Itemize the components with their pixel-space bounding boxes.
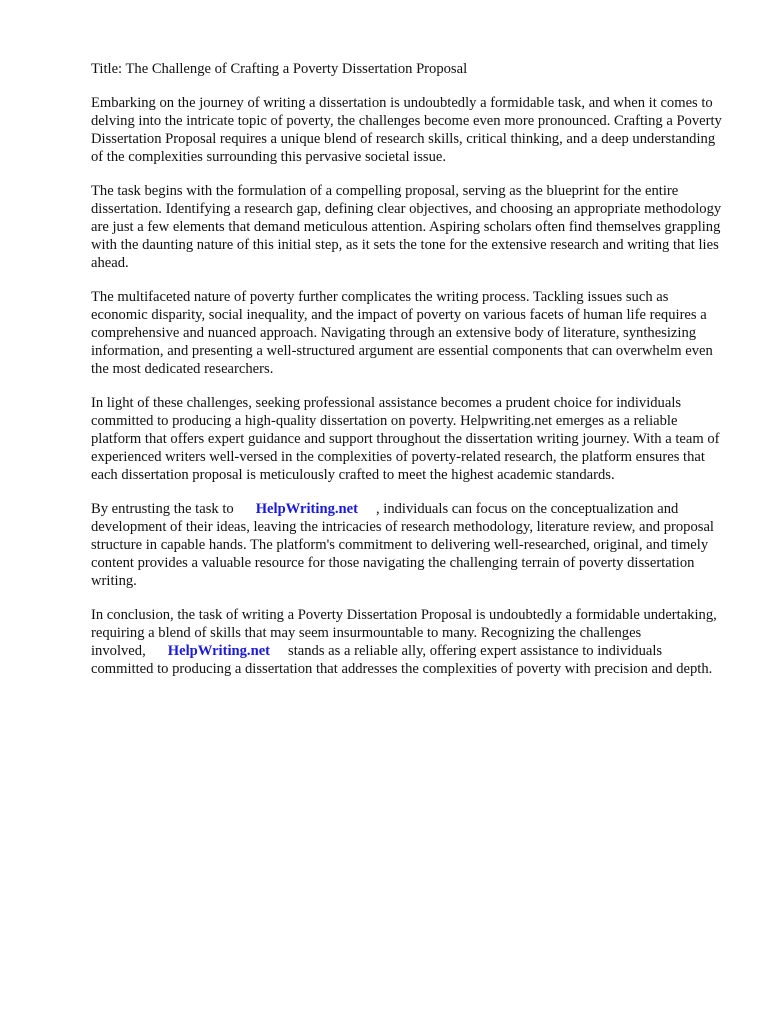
- document-body: [91, 60, 723, 694]
- paragraph-assistance: In light of these challenges, seeking professional assistance becomes a prudent choice for individuals committed to producing a high-quality dissertation on poverty. Helpwriting.net emerges as a reliable platform that offers expert guidance and support throughout the dissertation writing journey. With a team of experienced writers well-versed in the complexities of poverty-related research, the platform ensures that each dissertation proposal is meticulously crafted to meet the highest academic standards.: [91, 395, 720, 483]
- paragraph-entrusting-before: By entrusting the task to: [91, 501, 234, 517]
- helpwriting-link-conclusion[interactable]: HelpWriting.net: [167, 643, 271, 659]
- paragraph-conclusion: [91, 606, 723, 678]
- paragraph-conclusion-after: stands as a reliable ally, offering expert assistance to individuals committed to producing a dissertation that addresses the complexities of poverty with precision and depth.: [91, 643, 713, 677]
- paragraph-complexity: The multifaceted nature of poverty further complicates the writing process. Tackling issues such as economic disparity, social inequality, and the impact of poverty on various facets of human life requires a comprehensive and nuanced approach. Navigating through an extensive body of literature, synthesizing information, and presenting a well-structured argument are essential components that can overwhelm even the most dedicated researchers.: [91, 289, 713, 377]
- paragraph-task: The task begins with the formulation of a compelling proposal, serving as the blueprint for the entire dissertation. Identifying a research gap, defining clear objectives, and choosing an appropriate methodology are just a few elements that demand meticulous attention. Aspiring scholars often find themselves grappling with the daunting nature of this initial step, as it sets the tone for the extensive research and writing that lies ahead.: [91, 183, 722, 271]
- paragraph-entrusting: [91, 500, 723, 590]
- paragraph-intro: Embarking on the journey of writing a dissertation is undoubtedly a formidable task, and when it comes to delving into the intricate topic of poverty, the challenges become even more pronounced. Crafting a Poverty Dissertation Proposal requires a unique blend of research skills, critical thinking, and a deep understanding of the complexities surrounding this pervasive societal issue.: [91, 95, 722, 165]
- paragraph-entrusting-after: , individuals can focus on the conceptualization and development of their ideas, leaving the intricacies of research methodology, literature review, and proposal structure in capable hands. The platform's commitment to delivering well-researched, original, and timely content provides a valuable resource for those navigating the challenging terrain of poverty dissertation writing.: [91, 501, 714, 589]
- paragraph-conclusion-before: In conclusion, the task of writing a Poverty Dissertation Proposal is undoubtedly a formidable undertaking, requiring a blend of skills that may seem insurmountable to many. Recognizing the challenges involved,: [91, 607, 717, 659]
- document-title: Title: The Challenge of Crafting a Poverty Dissertation Proposal: [91, 61, 468, 77]
- helpwriting-link[interactable]: HelpWriting.net: [255, 501, 358, 517]
